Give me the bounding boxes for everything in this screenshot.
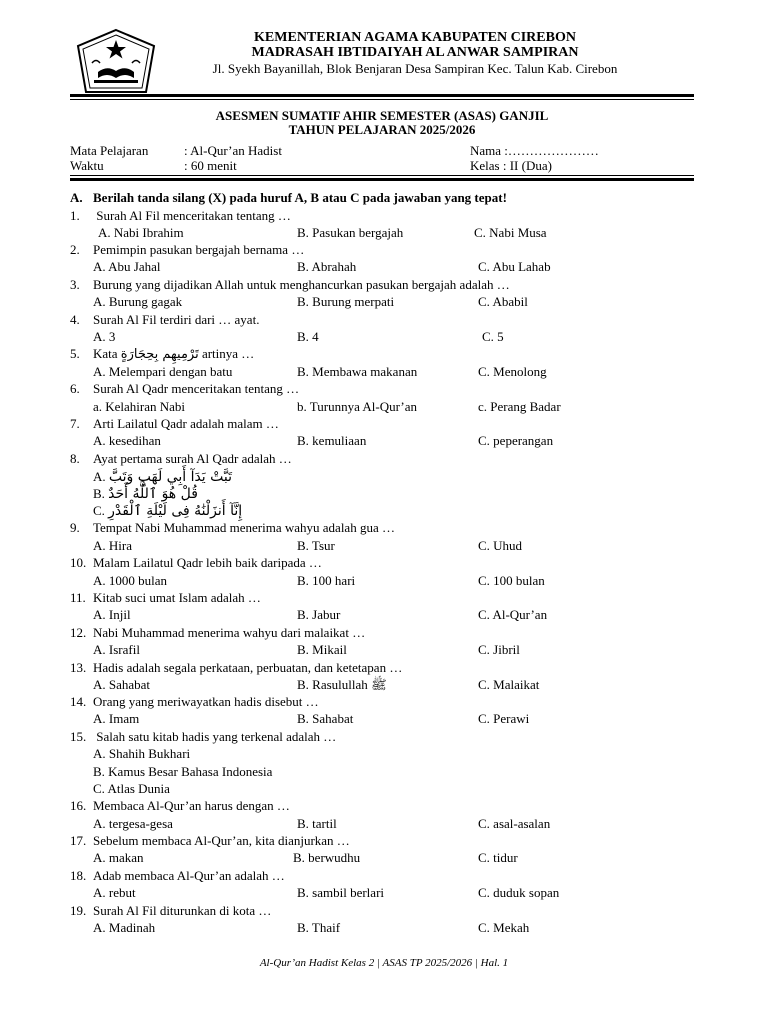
option-8b-arabic: قُلْ هُوَ ٱللَّهُ أَحَدٌ (108, 486, 198, 502)
time-label: Waktu (70, 158, 104, 173)
question-14: 14. Orang yang meriwayatkan hadis disebut … (70, 694, 319, 709)
question-16: 16. Membaca Al-Qur’an harus dengan … (70, 798, 290, 813)
option-18a[interactable]: A. rebut (93, 885, 136, 900)
option-2c[interactable]: C. Abu Lahab (478, 259, 551, 274)
option-6b[interactable]: b. Turunnya Al-Qur’an (297, 399, 418, 414)
option-19c[interactable]: C. Mekah (478, 920, 530, 935)
option-9b[interactable]: B. Tsur (297, 538, 335, 553)
arabic-phrase: تَرْمِيهِم بِحِجَارَةٍ (120, 347, 199, 362)
section-letter: A. (70, 190, 83, 205)
option-17c[interactable]: C. tidur (478, 850, 518, 865)
option-2a[interactable]: A. Abu Jahal (93, 259, 161, 274)
option-10a[interactable]: A. 1000 bulan (93, 573, 168, 588)
instruction-text: Berilah tanda silang (X) pada huruf A, B atau C pada jawaban yang tepat! (93, 190, 507, 205)
page-footer: Al-Qur’an Hadist Kelas 2 | ASAS TP 2025/2026 | Hal. 1 (259, 957, 509, 969)
question-11: 11. Kitab suci umat Islam adalah … (70, 590, 261, 605)
question-19: 19. Surah Al Fil diturunkan di kota … (70, 903, 272, 918)
option-19a[interactable]: A. Madinah (93, 920, 156, 935)
question-7: 7. Arti Lailatul Qadr adalah malam … (70, 416, 279, 431)
question-8: 8. Ayat pertama surah Al Qadr adalah … (70, 451, 292, 466)
header-line-2: MADRASAH IBTIDAIYAH AL ANWAR SAMPIRAN (251, 45, 579, 60)
option-4b[interactable]: B. 4 (297, 329, 319, 344)
option-5c[interactable]: C. Menolong (478, 364, 547, 379)
option-3b[interactable]: B. Burung merpati (297, 294, 395, 309)
option-5a[interactable]: A. Melempari dengan batu (93, 364, 233, 379)
option-8a-arabic: تَبَّتْ يَدَآ أَبِي لَهَبٍ وَتَبَّ (108, 469, 233, 485)
option-2b[interactable]: B. Abrahah (297, 259, 357, 274)
option-17a[interactable]: A. makan (93, 850, 144, 865)
option-8c-arabic: إِنَّآ أَنزَلْنَٰهُ فِى لَيْلَةِ ٱلْقَدْرِ (108, 503, 243, 519)
subject-value: : Al-Qur’an Hadist (184, 143, 282, 158)
header-rule-thin (70, 99, 694, 100)
option-3a[interactable]: A. Burung gagak (93, 294, 183, 309)
option-5b[interactable]: B. Membawa makanan (297, 364, 418, 379)
option-8a[interactable]: A. تَبَّتْ يَدَآ أَبِي لَهَبٍ وَتَبَّ (93, 469, 233, 485)
option-11b[interactable]: B. Jabur (297, 607, 341, 622)
option-9a[interactable]: A. Hira (93, 538, 132, 553)
option-13c[interactable]: C. Malaikat (478, 677, 540, 692)
option-10c[interactable]: C. 100 bulan (478, 573, 545, 588)
option-15b[interactable]: B. Kamus Besar Bahasa Indonesia (93, 764, 273, 779)
option-12b[interactable]: B. Mikail (297, 642, 347, 657)
option-16b[interactable]: B. tartil (297, 816, 337, 831)
option-12a[interactable]: A. Israfil (93, 642, 140, 657)
class-field: Kelas : II (Dua) (470, 158, 552, 173)
option-7c[interactable]: C. peperangan (478, 433, 554, 448)
option-17b[interactable]: B. berwudhu (293, 850, 361, 865)
subject-label: Mata Pelajaran (70, 143, 149, 158)
option-6a[interactable]: a. Kelahiran Nabi (93, 399, 186, 414)
option-15a[interactable]: A. Shahih Bukhari (93, 746, 191, 761)
option-8c[interactable]: C. إِنَّآ أَنزَلْنَٰهُ فِى لَيْلَةِ ٱلْقَدْرِ (93, 503, 243, 519)
option-11a[interactable]: A. Injil (93, 607, 131, 622)
header-address: Jl. Syekh Bayanillah, Blok Benjaran Desa Sampiran Kec. Talun Kab. Cirebon (212, 61, 618, 76)
question-6: 6. Surah Al Qadr menceritakan tentang … (70, 381, 300, 396)
question-1: 1. Surah Al Fil menceritakan tentang … (70, 208, 291, 223)
option-18c[interactable]: C. duduk sopan (478, 885, 560, 900)
option-18b[interactable]: B. sambil berlari (297, 885, 385, 900)
question-4: 4. Surah Al Fil terdiri dari … ayat. (70, 312, 260, 327)
option-8b[interactable]: B. قُلْ هُوَ ٱللَّهُ أَحَدٌ (93, 486, 198, 502)
header-line-1: KEMENTERIAN AGAMA KABUPATEN CIREBON (254, 30, 576, 45)
option-16c[interactable]: C. asal-asalan (478, 816, 551, 831)
option-13a[interactable]: A. Sahabat (93, 677, 151, 692)
name-field: Nama :………………… (470, 143, 599, 158)
option-4a[interactable]: A. 3 (93, 329, 116, 344)
question-2: 2. Pemimpin pasukan bergajah bernama … (70, 242, 305, 257)
option-9c[interactable]: C. Uhud (478, 538, 523, 553)
header-rule (70, 94, 694, 97)
question-18: 18. Adab membaca Al-Qur’an adalah … (70, 868, 285, 883)
option-14c[interactable]: C. Perawi (478, 711, 530, 726)
option-10b[interactable]: B. 100 hari (297, 573, 356, 588)
option-12c[interactable]: C. Jibril (478, 642, 520, 657)
option-14a[interactable]: A. Imam (93, 711, 140, 726)
option-1a[interactable]: A. Nabi Ibrahim (98, 225, 184, 240)
question-5: 5. Kata تَرْمِيهِم بِحِجَارَةٍ artinya … (70, 346, 255, 362)
option-15c[interactable]: C. Atlas Dunia (93, 781, 170, 796)
section-instruction (70, 190, 507, 206)
question-12: 12. Nabi Muhammad menerima wahyu dari malaikat … (70, 625, 366, 640)
question-15: 15. Salah satu kitab hadis yang terkenal adalah … (70, 729, 337, 744)
option-6c[interactable]: c. Perang Badar (478, 399, 561, 414)
option-1c[interactable]: C. Nabi Musa (474, 225, 547, 240)
option-4c[interactable]: C. 5 (482, 329, 504, 344)
exam-year: TAHUN PELAJARAN 2025/2026 (288, 122, 476, 137)
question-17: 17. Sebelum membaca Al-Qur’an, kita dianjurkan … (70, 833, 350, 848)
option-7a[interactable]: A. kesedihan (93, 433, 161, 448)
info-rule-thin (70, 175, 694, 176)
option-1b[interactable]: B. Pasukan bergajah (297, 225, 404, 240)
question-3: 3. Burung yang dijadikan Allah untuk menghancurkan pasukan bergajah adalah … (70, 277, 510, 292)
time-value: : 60 menit (184, 158, 237, 173)
option-19b[interactable]: B. Thaif (297, 920, 341, 935)
option-14b[interactable]: B. Sahabat (297, 711, 354, 726)
question-10: 10. Malam Lailatul Qadr lebih baik daripada … (70, 555, 322, 570)
ministry-logo (76, 28, 156, 94)
option-11c[interactable]: C. Al-Qur’an (478, 607, 548, 622)
option-3c[interactable]: C. Ababil (478, 294, 528, 309)
info-rule (70, 178, 694, 181)
exam-title: ASESMEN SUMATIF AHIR SEMESTER (ASAS) GANJIL (215, 108, 549, 123)
question-9: 9. Tempat Nabi Muhammad menerima wahyu adalah gua … (70, 520, 395, 535)
option-13b[interactable]: B. Rasulullah ﷺ (297, 677, 387, 692)
question-13: 13. Hadis adalah segala perkataan, perbuatan, dan ketetapan … (70, 660, 403, 675)
option-7b[interactable]: B. kemuliaan (297, 433, 367, 448)
option-16a[interactable]: A. tergesa-gesa (93, 816, 173, 831)
